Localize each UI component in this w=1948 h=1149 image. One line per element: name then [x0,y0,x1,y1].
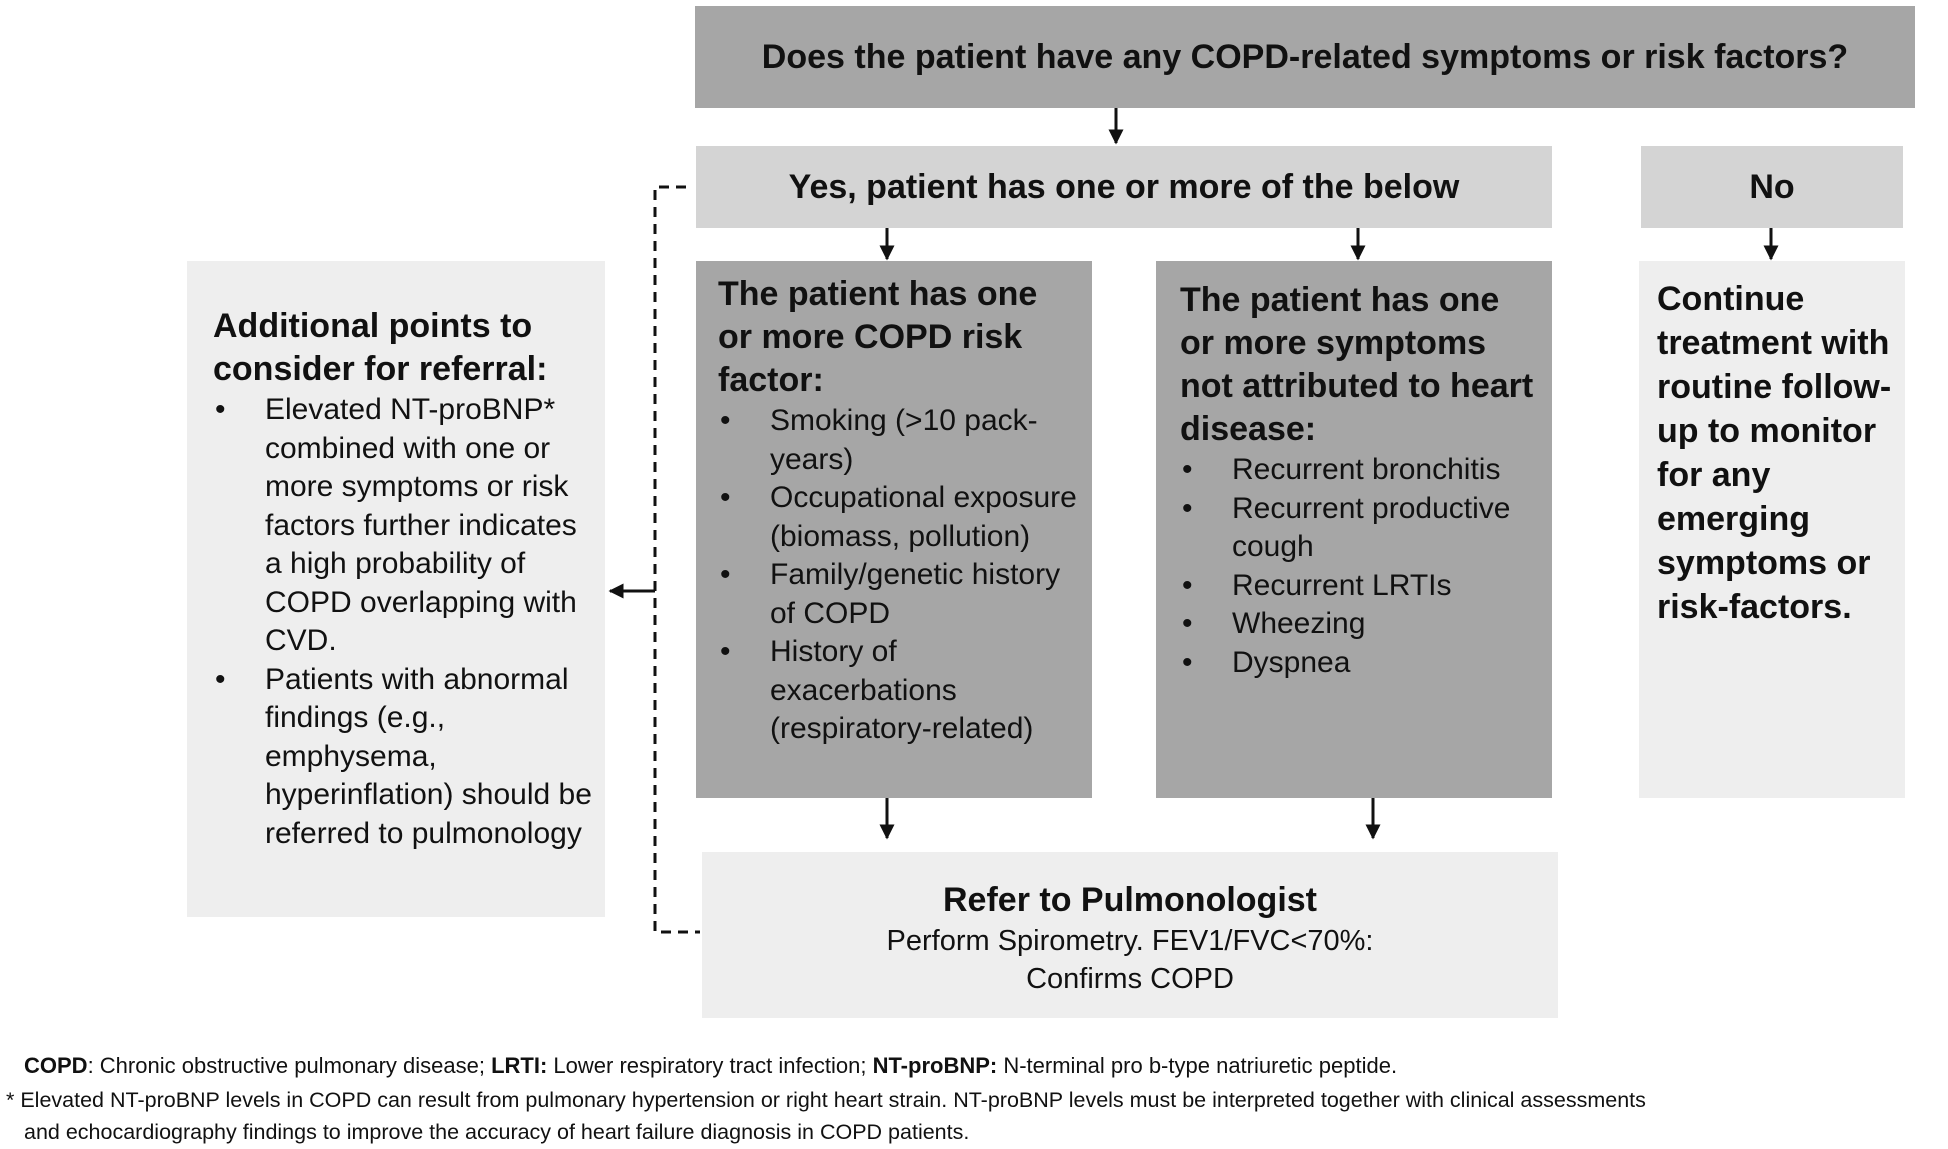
symptom-item-cough: • Recurrent productive cough [1180,490,1542,567]
risk-item-occupational: • Occupational exposure (biomass, pollution) [718,479,1078,556]
symptoms-list [1180,451,1542,682]
continue-box [1639,261,1905,798]
symptoms-box [1156,261,1552,798]
abbr-def-ntprobnp: N-terminal pro b-type natriuretic peptide. [1003,1053,1398,1078]
additional-item-ntprobnp: • Elevated NT-proBNP* combined with one or more symptoms or risk factors further indicates a high probability of COPD overlapping with CVD. [213,391,595,661]
abbreviation-footnote: COPD: Chronic obstructive pulmonary disease; LRTI: Lower respiratory tract infection; NT-proBNP: N-terminal pro b-type natriuretic peptide. [24,1053,1398,1078]
risk-factor-list [718,402,1078,749]
ntprobnp-footnote-line2: and echocardiography findings to improve the accuracy of heart failure diagnosis in COPD patients. [24,1120,970,1144]
question-text: Does the patient have any COPD-related symptoms or risk factors? [761,37,1849,76]
symptom-item-wheezing: • Wheezing [1180,605,1542,644]
continue-text: Continue treatment with routine follow-up to monitor for any emerging symptoms or risk-factors. [1657,280,1892,626]
ntprobnp-footnote-line1: * Elevated NT-proBNP levels in COPD can result from pulmonary hypertension or right heart strain. NT-proBNP levels must be interpreted together with clinical assessments [6,1088,1646,1112]
refer-line-spirometry: Perform Spirometry. FEV1/FVC<70%: [886,925,1374,957]
yes-box [696,146,1552,228]
abbr-term-lrti: LRTI: [491,1053,548,1078]
risk-item-smoking: • Smoking (>10 pack-years) [718,402,1078,479]
dashed-feedback-line [655,187,700,932]
symptom-item-lrtis: • Recurrent LRTIs [1180,567,1542,606]
refer-line-confirms: Confirms COPD [1026,963,1234,995]
no-box [1641,146,1903,228]
refer-box [702,852,1558,1018]
refer-title: Refer to Pulmonologist [943,881,1317,919]
additional-points-box [187,261,605,917]
additional-list [213,391,595,853]
symptom-item-dyspnea: • Dyspnea [1180,644,1542,683]
no-label: No [1749,167,1795,206]
additional-heading: Additional points to consider for referral: [213,307,548,388]
risk-factor-heading: The patient has one or more COPD risk factor: [718,275,1038,399]
risk-item-exacerbations: • History of exacerbations (respiratory-related) [718,633,1078,749]
additional-item-abnormal-findings: • Patients with abnormal findings (e.g., emphysema, hyperinflation) should be referred to pulmonology [213,661,595,854]
symptom-item-bronchitis: • Recurrent bronchitis [1180,451,1542,490]
risk-factor-box [696,261,1092,798]
abbr-def-lrti: Lower respiratory tract infection; [553,1053,873,1078]
risk-item-family-history: • Family/genetic history of COPD [718,556,1078,633]
symptoms-heading: The patient has one or more symptoms not attributed to heart disease: [1180,281,1534,448]
abbr-term-ntprobnp: NT-proBNP: [872,1053,998,1078]
abbr-term-copd: COPD [24,1053,88,1078]
yes-label: Yes, patient has one or more of the below [788,167,1460,206]
question-box [695,6,1915,108]
abbr-def-copd: Chronic obstructive pulmonary disease; [99,1053,492,1078]
